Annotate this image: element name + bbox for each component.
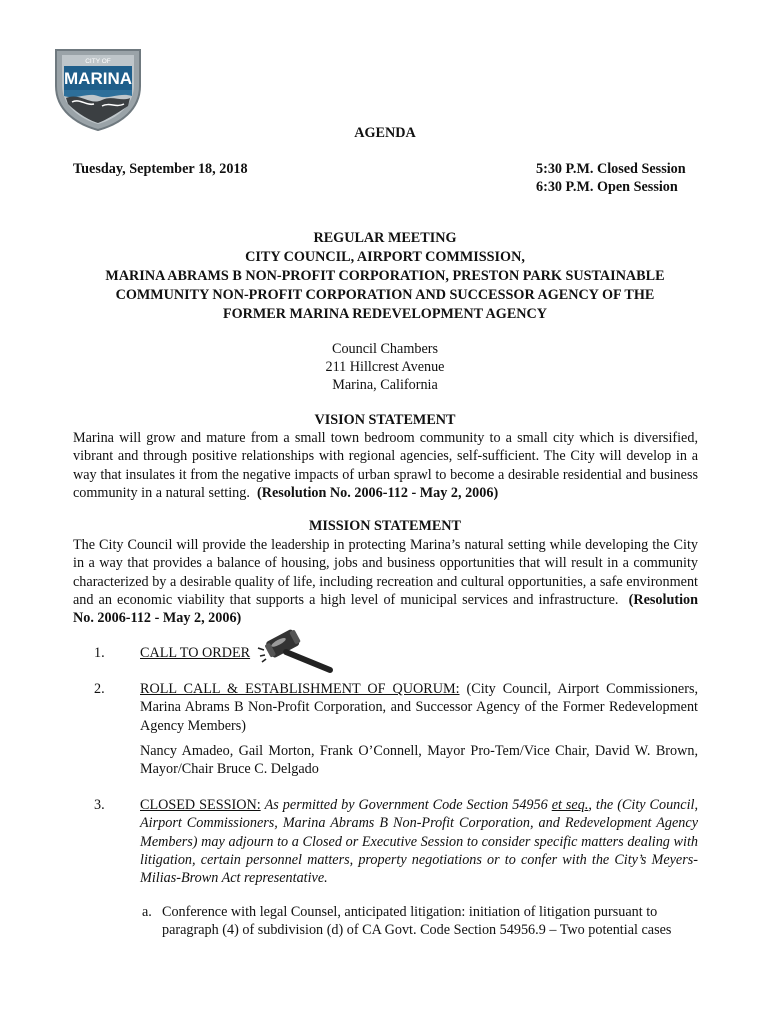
item-number: 2. bbox=[94, 681, 105, 697]
body-line: CITY COUNCIL, AIRPORT COMMISSION, bbox=[245, 249, 525, 265]
gavel-icon bbox=[256, 626, 336, 678]
mission-text: The City Council will provide the leadership in protecting Marina’s natural setting while developing the City in a way that provides a balance of housing, jobs and business opportunities that will result in a community characterized by a desirable quality of life, including recreation and cultural opportunities, a safe environment and an economic viability that supports a high level of municipal services and infrastructure. bbox=[73, 537, 698, 608]
open-session-time: 6:30 P.M. Open Session bbox=[536, 179, 678, 195]
location-venue: Council Chambers bbox=[332, 341, 438, 357]
mission-resolution: (Resolution No. 2006-112 - May 2, 2006) bbox=[73, 591, 698, 627]
closed-session-title: CLOSED SESSION: bbox=[140, 797, 261, 813]
roll-call-desc: (City Council, Airport Commissioners, Marina Abrams B Non-Profit Corporation, and Successor Agency of the Former Redevelopment Agency Members) bbox=[140, 681, 699, 734]
location-street: 211 Hillcrest Avenue bbox=[325, 359, 445, 375]
closed-session-desc-2: , the (City Council, Airport Commissioners, Marina Abrams B Non-Profit Corporation, and Redevelopment Agency Members) may adjourn to a Closed or Executive Session to consider specific matters dealing with litigation, certain personnel matters, property negotiations or to confer with the City’s Meyers-Milias-Brown Act representative. bbox=[140, 797, 699, 887]
closed-session-item bbox=[140, 796, 698, 887]
vision-resolution: (Resolution No. 2006-112 - May 2, 2006) bbox=[257, 484, 499, 501]
closed-session-time: 5:30 P.M. Closed Session bbox=[536, 161, 686, 177]
roll-call-item bbox=[140, 680, 698, 735]
sub-item-a: Conference with legal Counsel, anticipated litigation: initiation of litigation pursuant to paragraph (4) of subdivision (d) of CA Govt. Code Section 54956.9 – Two potential cases bbox=[162, 904, 672, 939]
location-city: Marina, California bbox=[332, 377, 438, 393]
et-seq: et seq. bbox=[551, 797, 589, 813]
city-seal-icon bbox=[50, 40, 146, 132]
item-number: 1. bbox=[94, 645, 105, 661]
mission-heading: MISSION STATEMENT bbox=[308, 518, 462, 534]
agenda-title: AGENDA bbox=[354, 125, 416, 141]
svg-text:CITY OF: CITY OF bbox=[85, 58, 111, 65]
body-line: MARINA ABRAMS B NON-PROFIT CORPORATION, PRESTON PARK SUSTAINABLE bbox=[105, 268, 665, 284]
closed-session-desc-1: As permitted by Government Code Section 54956 bbox=[264, 797, 548, 813]
mission-statement bbox=[73, 536, 698, 627]
sub-item-label: a. bbox=[142, 904, 152, 920]
meeting-date: Tuesday, September 18, 2018 bbox=[73, 161, 248, 177]
vision-text: Marina will grow and mature from a small town bedroom community to a small city which is diversified, vibrant and through positive relationships with regional agencies, self-sufficient. The City will develop in a way that insulates it from the negative impacts of urban sprawl to become a desirable residential and business community in a natural setting. bbox=[73, 430, 698, 501]
vision-heading: VISION STATEMENT bbox=[314, 412, 456, 428]
council-members: Nancy Amadeo, Gail Morton, Frank O’Connell, Mayor Pro-Tem/Vice Chair, David W. Brown, Mayor/Chair Bruce C. Delgado bbox=[140, 743, 698, 778]
vision-statement bbox=[73, 429, 698, 502]
svg-text:MARINA: MARINA bbox=[64, 69, 132, 88]
call-to-order-title: CALL TO ORDER bbox=[140, 645, 251, 661]
roll-call-title: ROLL CALL & ESTABLISHMENT OF QUORUM: bbox=[140, 681, 460, 697]
meeting-type: REGULAR MEETING bbox=[313, 230, 457, 246]
item-number: 3. bbox=[94, 797, 105, 813]
body-line: COMMUNITY NON-PROFIT CORPORATION AND SUCCESSOR AGENCY OF THE bbox=[115, 287, 655, 303]
body-line: FORMER MARINA REDEVELOPMENT AGENCY bbox=[222, 306, 548, 322]
